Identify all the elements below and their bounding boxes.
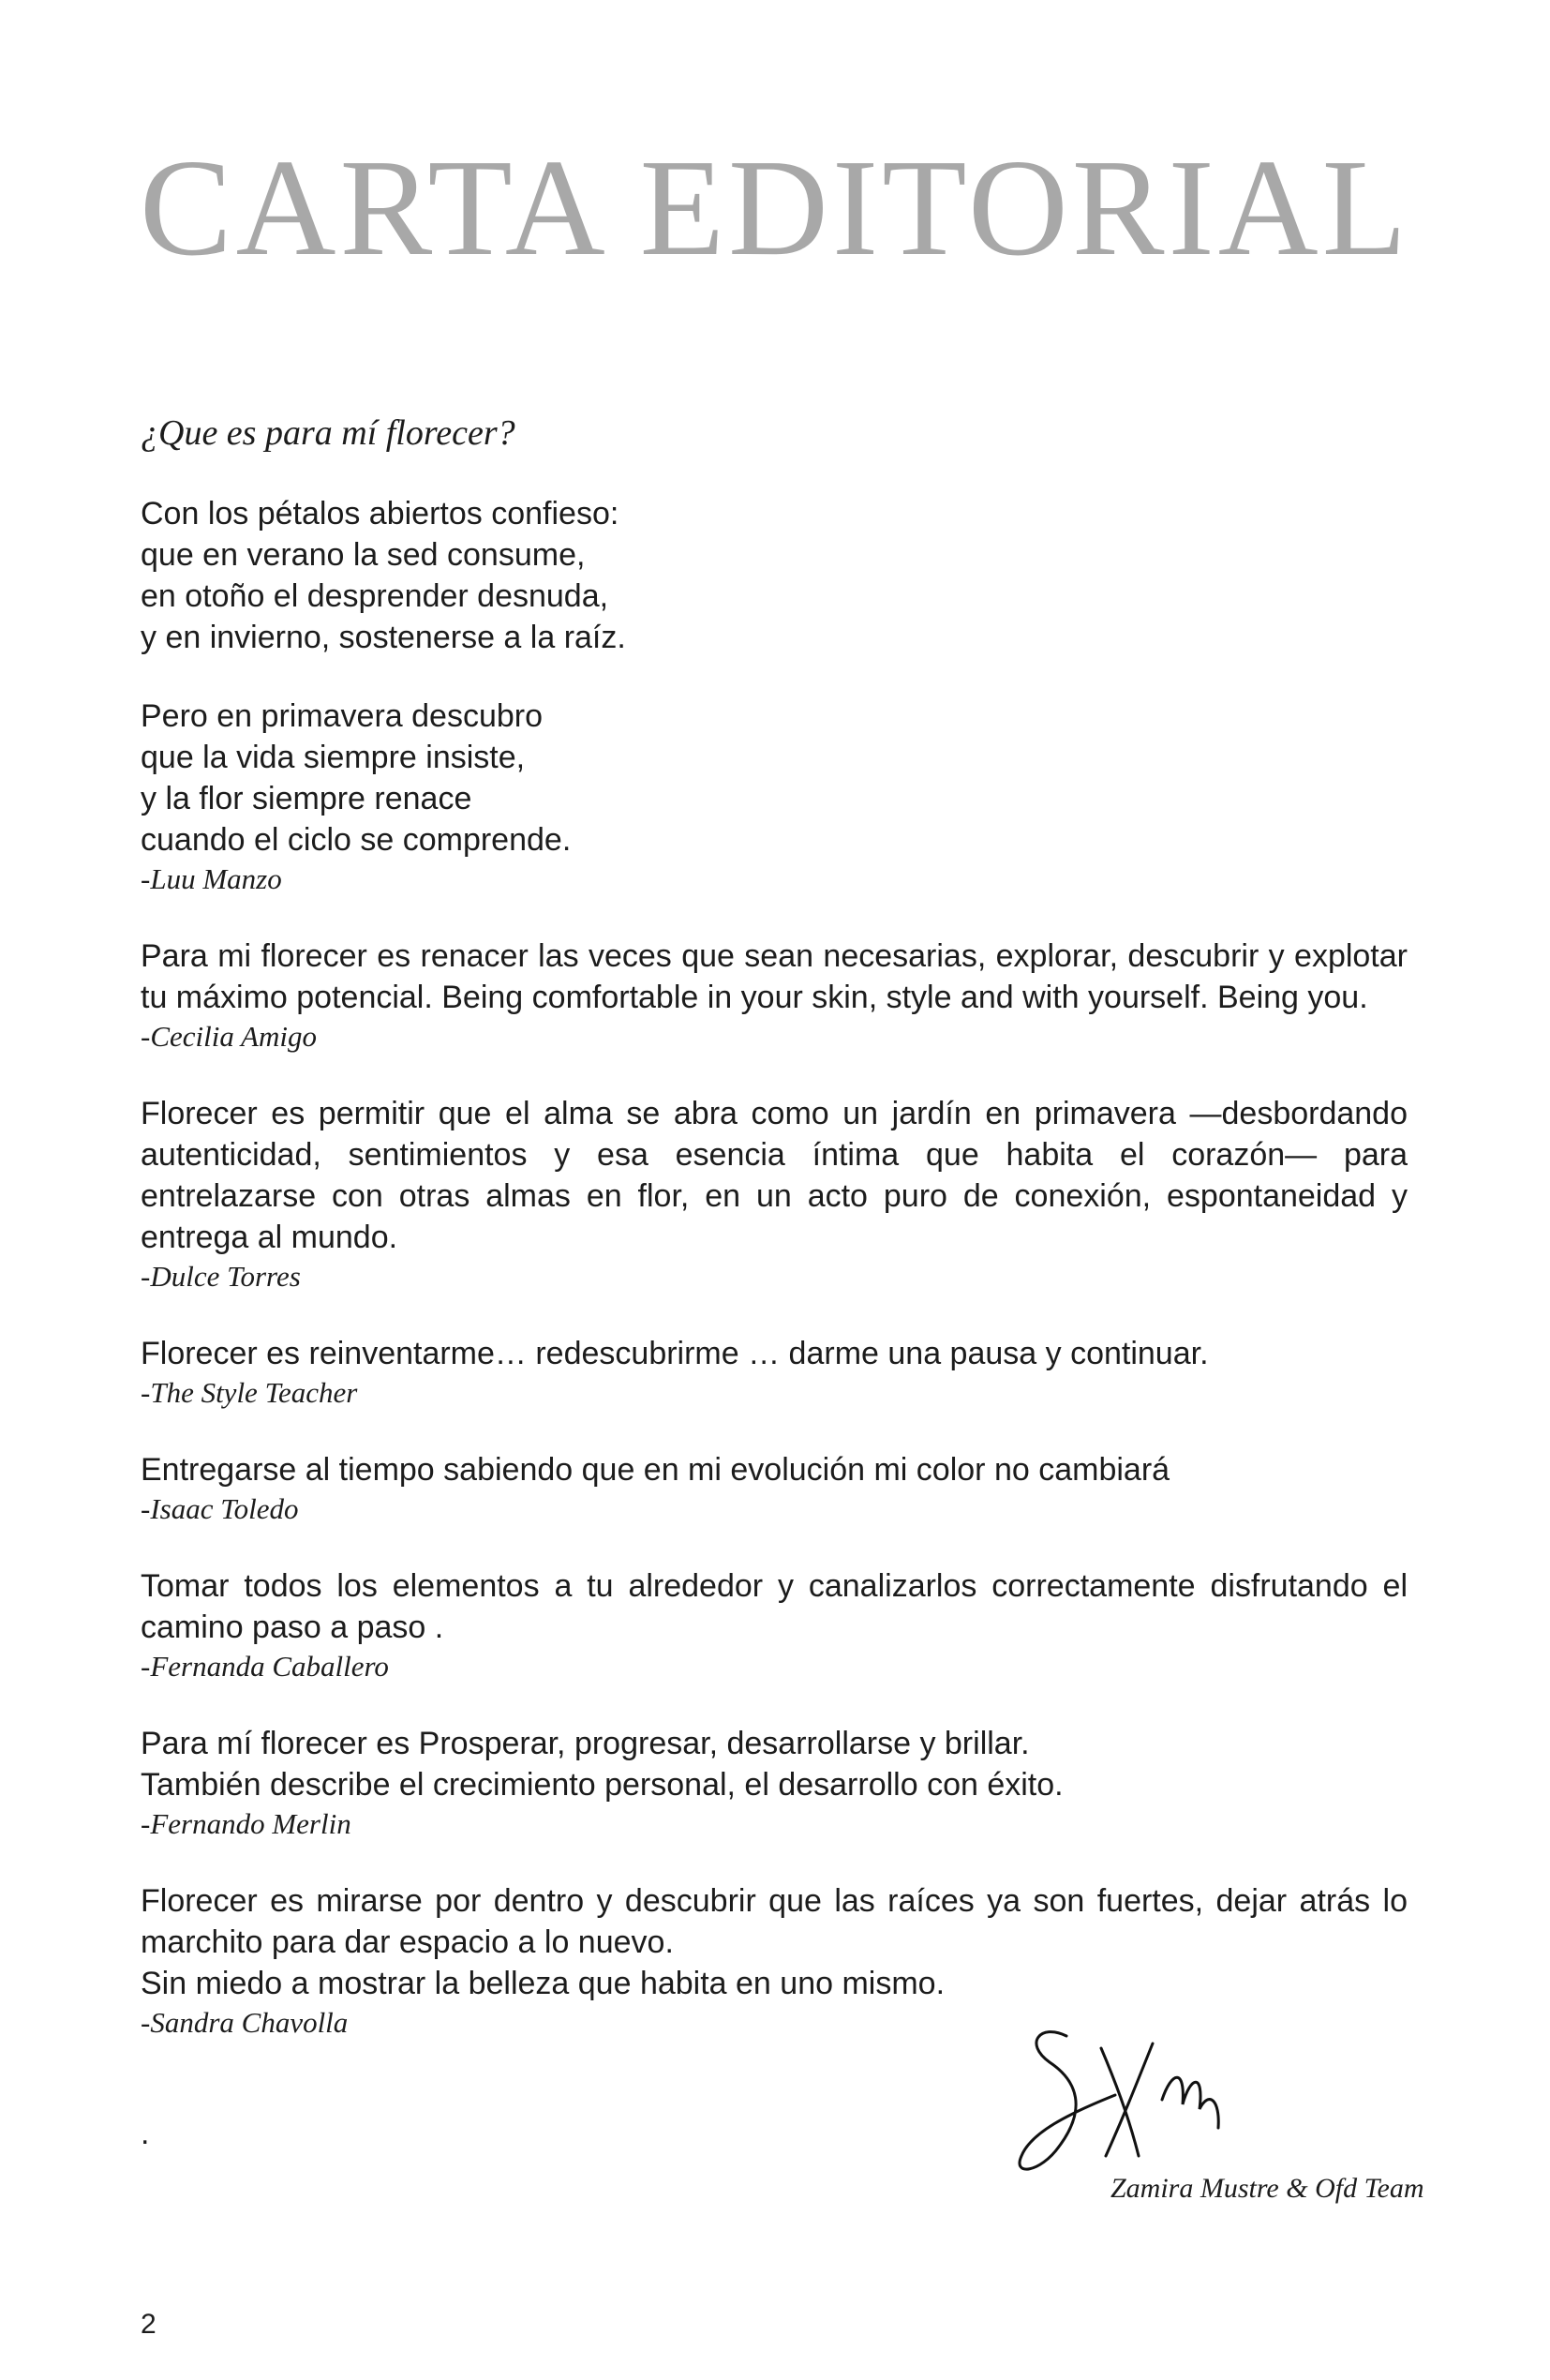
author-name: -Luu Manzo <box>141 862 282 895</box>
quote-text: Florecer es reinventarme… redescubrirme … darme una pausa y continuar. <box>141 1336 1209 1371</box>
poem-stanza-2 <box>141 696 1408 898</box>
text-line: cuando el ciclo se comprende. <box>141 822 572 858</box>
quote-text: Sin miedo a mostrar la belleza que habita en uno mismo. <box>141 1966 946 2001</box>
stray-dot: . <box>141 2116 150 2151</box>
author-name: -Cecilia Amigo <box>141 1020 317 1053</box>
quote-text: Florecer es permitir que el alma se abra como un jardín en primavera —desbordando autenticidad, sentimientos y esa esencia íntima que habita el corazón— para entrelazarse con otras almas en flor, en un acto puro de conexión, espontaneidad y entrega al mundo. <box>141 1096 1408 1255</box>
quote-block <box>141 1565 1408 1685</box>
author-name: -Isaac Toledo <box>141 1492 299 1525</box>
author-name: -The Style Teacher <box>141 1376 358 1409</box>
author-name: -Fernanda Caballero <box>141 1650 389 1683</box>
quote-block <box>141 1333 1408 1412</box>
poem-stanza-1 <box>141 493 1408 658</box>
text-line: que en verano la sed consume, <box>141 537 586 573</box>
quote-block <box>141 1093 1408 1295</box>
quote-block <box>141 936 1408 1055</box>
quote-text: Entregarse al tiempo sabiendo que en mi evolución mi color no cambiará <box>141 1452 1170 1488</box>
text-line: en otoño el desprender desnuda, <box>141 578 609 614</box>
signature-icon <box>1012 2015 1274 2184</box>
text-line: que la vida siempre insiste, <box>141 740 526 775</box>
author-name: -Sandra Chavolla <box>141 2006 349 2039</box>
quote-text: Tomar todos los elementos a tu alrededor y canalizarlos correctamente disfrutando el camino paso a paso . <box>141 1568 1408 1645</box>
text-line: y en invierno, sostenerse a la raíz. <box>141 620 626 655</box>
text-line: Pero en primavera descubro <box>141 698 544 734</box>
author-name: -Fernando Merlin <box>141 1807 351 1840</box>
editorial-body <box>141 412 1408 2079</box>
quote-text: Para mi florecer es renacer las veces que sean necesarias, explorar, descubrir y explotar tu máximo potencial. Being comfortable in your skin, style and with yourself. Being you. <box>141 938 1408 1015</box>
author-name: -Dulce Torres <box>141 1260 301 1293</box>
quote-block <box>141 1449 1408 1528</box>
text-line: Con los pétalos abiertos confieso: <box>141 496 619 531</box>
quote-text: También describe el crecimiento personal, el desarrollo con éxito. <box>141 1767 1064 1803</box>
quote-text: Florecer es mirarse por dentro y descubrir que las raíces ya son fuertes, dejar atrás lo marchito para dar espacio a lo nuevo. <box>141 1883 1408 1960</box>
page-number: 2 <box>141 2309 156 2340</box>
text-line: y la flor siempre renace <box>141 781 472 816</box>
signed-by: Zamira Mustre & Ofd Team <box>1110 2173 1424 2204</box>
quote-block <box>141 1723 1408 1843</box>
page-title: CARTA EDITORIAL <box>139 131 1411 285</box>
quote-text: Para mí florecer es Prosperar, progresar, desarrollarse y brillar. <box>141 1726 1030 1761</box>
editorial-question: ¿Que es para mí florecer? <box>141 413 515 453</box>
